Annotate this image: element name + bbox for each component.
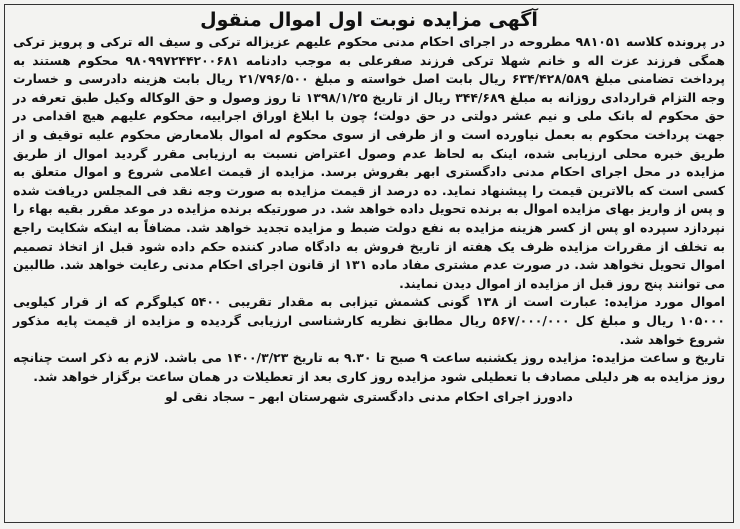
items-text: عبارت است از ۱۳۸ گونی کشمش تیزابی به مقدار تقریبی ۵۴۰۰ کیلوگرم که از قرار کیلویی ۱۰۵۰۰۰ ریال و مبلغ کل ۵۶۷/۰۰۰/۰۰۰ ریال مطابق نظریه کارشناسی ارزیابی گردیده و مزایده از قیمت پایه مذکور شروع خواهد شد.	[13, 294, 725, 347]
notice-title: آگهی مزایده نوبت اول اموال منقول	[200, 9, 538, 31]
notice-body	[5, 33, 733, 407]
datetime-label: تاریخ و ساعت مزایده:	[591, 350, 725, 366]
datetime-text: مزایده روز یکشنبه ساعت ۹ صبح تا ۹.۳۰ به تاریخ ۱۴۰۰/۳/۲۳ می باشد. لازم به ذکر است چنانچه روز مزایده به هر دلیلی مصادف با تعطیلی شود مزایده روز کاری بعد از تعطیلات در همان ساعت برگزار خواهد شد.	[13, 350, 725, 384]
signature: دادورز اجرای احکام مدنی دادگستری شهرستان ابهر – سجاد نقی لو	[165, 389, 573, 405]
auction-notice	[4, 4, 734, 523]
notice-paragraph: در پرونده کلاسه ۹۸۱۰۵۱ مطروحه در اجرای احکام مدنی محکوم علیهم عزیزاله ترکی و سیف اله ترکی و پرویز ترکی همگی فرزند عزت اله و خانم شهلا ترکی فرزند صفرعلی به موجب دادنامه ۹۸۰۹۹۷۲۴۴۲۰۰۶۸۱ محکوم هستند به پرداخت تضامنی مبلغ ۶۳۴/۴۲۸/۵۸۹ ریال بابت اصل خواسته و مبلغ ۲۱/۷۹۶/۵۰۰ ریال بابت هزینه دادرسی و خسارت وجه التزام قراردادی روزانه به مبلغ ۳۴۴/۶۸۹ ریال از تاریخ ۱۳۹۸/۱/۲۵ تا روز وصول و حق الوکاله وکیل طبق تعرفه در حق محکوم له بانک ملی و نیم عشر دولتی در حق دولت؛ چون با ابلاغ اوراق اجراییه، محکوم علیهم هیچ اقدامی در جهت پرداخت محکوم به بعمل نیاورده است و از طرفی از سوی محکوم له اموال بلامعارض محکوم علیه توقیف و از طریق خبره محلی ارزیابی شده، اینک به لحاظ عدم وصول اعتراض نسبت به ارزیابی مقرر گردید اموال از طریق مزایده در محل اجرای احکام مدنی دادگستری ابهر بفروش برسد. مزایده از قیمت اعلامی شروع و اموال متعلق به کسی است که بالاترین قیمت را پیشنهاد نماید. ده درصد از قیمت مزایده به صورت وجه نقد فی المجلس دریافت شده و پس از واریز بهای مزایده اموال به برنده تحویل داده خواهد شد. در صورتیکه برنده مزایده در موعد مقرر بقیه بهاء را نپردازد سپرده او پس از کسر هزینه مزایده به نفع دولت ضبط و مزایده تجدید خواهد شد. مضافاً به اینکه شکایت راجع به تخلف از مقررات مزایده ظرف یک هفته از تاریخ فروش به دادگاه صادر کننده حکم داده شود قبل از اتخاذ تصمیم اموال تحویل نخواهد شد. در صورت عدم مشتری مفاد ماده ۱۳۱ از قانون اجرای احکام مدنی رعایت خواهد شد. طالبین می توانند پنج روز قبل از مزایده از اموال دیدن نمایند.	[13, 34, 726, 291]
items-label: اموال مورد مزایده:	[604, 294, 725, 310]
